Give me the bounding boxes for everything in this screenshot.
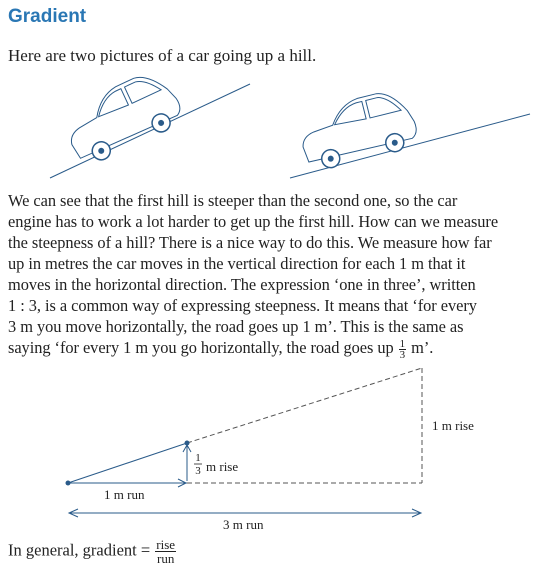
intro-text: Here are two pictures of a car going up a hill. [8,46,317,65]
paragraph-line: We can see that the first hill is steeper than the second one, so the car [8,191,458,210]
paragraph-line: 1 : 3, is a common way of expressing steepness. It means that ‘for every [8,296,477,315]
last-line-before: saying ‘for every 1 m you go horizontally, the road goes up [8,338,398,357]
formula-lead: In general, gradient = [8,540,155,560]
step-point [185,441,190,446]
paragraph-line: up in metres the car moves in the vertical direction for each 1 m that it [8,254,466,273]
small-rise-den: 3 [195,465,201,477]
paragraph-line: moves in the horizontal direction. The expression ‘one in three’, written [8,275,476,294]
small-run-label: 1 m run [104,487,145,502]
page-title: Gradient [8,6,87,27]
slope-line [68,443,187,483]
paragraph-line: engine has to work a lot harder to get up the first hill. How can we measure [8,212,499,231]
paragraph-line: 3 m you move horizontally, the road goes up 1 m’. This is the same as [8,317,464,336]
small-rise-num: 1 [195,452,201,464]
big-rise-label: 1 m rise [432,418,474,433]
rise-over-run-fraction: $\frac{\text{rise}}{\text{run}}$ [156,537,176,566]
paragraph-line: the steepness of a hill? There is a nice way to do this. We measure how far [8,233,492,252]
car-illustrations [0,0,550,180]
big-run-label: 3 m run [223,517,264,532]
gradient-formula [8,538,177,565]
one-third-fraction: $\frac{1}{3}$ [399,337,406,361]
last-line-after: m’. [407,338,434,357]
gradient-diagram [0,360,550,540]
start-point [66,481,71,486]
slope-extension-dashed [187,368,422,443]
small-rise-label: m rise [206,459,239,474]
car-steep-icon [58,65,187,169]
explanation-paragraph [8,190,538,360]
paragraph-line-last [8,337,538,360]
